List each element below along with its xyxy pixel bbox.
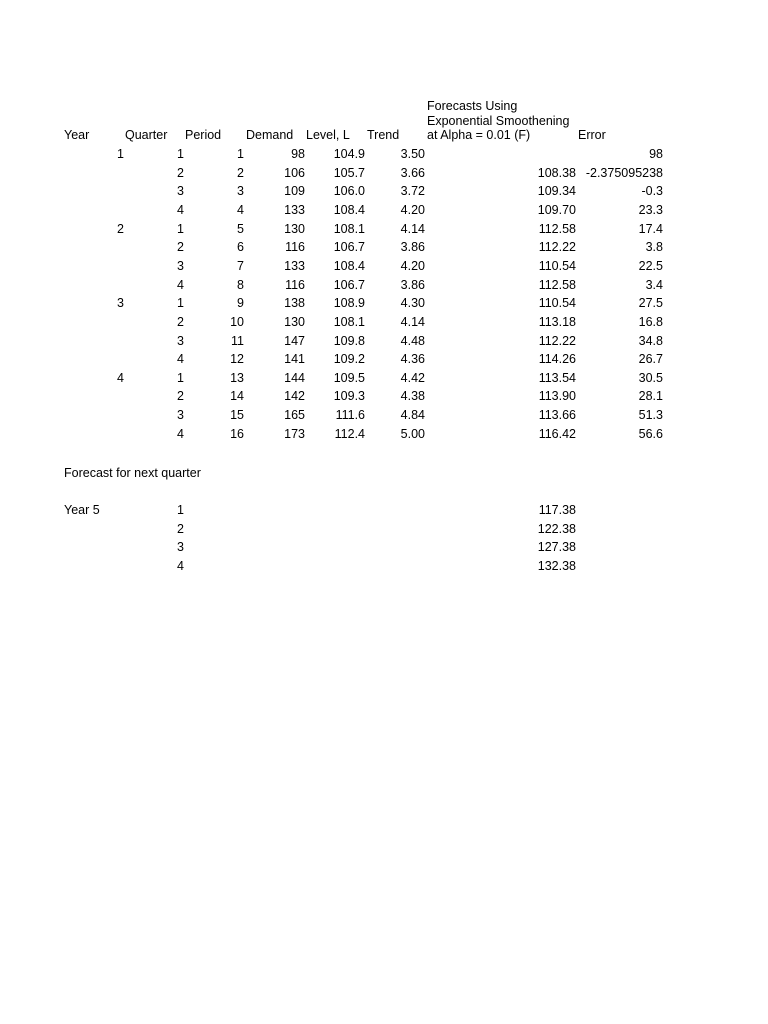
cell-error: 51.3 bbox=[638, 408, 663, 423]
cell-forecast: 112.58 bbox=[538, 277, 576, 292]
cell-trend: 4.38 bbox=[400, 389, 425, 404]
cell-level: 106.7 bbox=[333, 240, 365, 255]
cell-period: 11 bbox=[231, 333, 244, 348]
cell-forecast: 112.22 bbox=[538, 240, 576, 255]
cell-year bbox=[70, 334, 124, 348]
cell-period: 8 bbox=[237, 277, 244, 292]
cell-year bbox=[70, 427, 124, 441]
cell-level: 109.5 bbox=[333, 370, 365, 385]
cell-demand: 144 bbox=[284, 370, 305, 385]
cell-quarter: 3 bbox=[177, 184, 184, 199]
cell-error: 26.7 bbox=[638, 352, 663, 367]
cell-quarter: 1 bbox=[177, 370, 184, 385]
cell-level: 105.7 bbox=[333, 165, 365, 180]
cell-level: 106.0 bbox=[333, 184, 365, 199]
cell-forecast: 112.58 bbox=[538, 221, 576, 236]
cell-error: -2.375095238 bbox=[585, 165, 663, 180]
cell-year bbox=[70, 166, 124, 180]
cell-period: 6 bbox=[237, 240, 244, 255]
cell-year bbox=[70, 352, 124, 366]
header-forecast-line1: Forecasts Using bbox=[427, 99, 518, 113]
cell-error: 27.5 bbox=[638, 296, 663, 311]
header-trend: Trend bbox=[367, 128, 400, 142]
cell-demand: 130 bbox=[284, 221, 305, 236]
cell-year: 3 bbox=[117, 296, 124, 311]
cell-error: 98 bbox=[649, 147, 663, 161]
cell-year bbox=[70, 278, 124, 292]
cell-demand: 133 bbox=[284, 202, 305, 217]
cell-quarter: 4 bbox=[177, 352, 184, 367]
cell-demand: 106 bbox=[284, 165, 305, 180]
cell-period: 14 bbox=[230, 389, 244, 404]
cell-quarter: 2 bbox=[177, 314, 184, 329]
cell-trend: 4.20 bbox=[400, 258, 425, 273]
header-level: Level, L bbox=[306, 128, 350, 142]
cell-period: 5 bbox=[237, 221, 244, 236]
cell-error: 30.5 bbox=[638, 370, 663, 385]
cell-error: 23.3 bbox=[638, 202, 663, 217]
cell-quarter: 4 bbox=[177, 426, 184, 441]
cell-quarter: 1 bbox=[177, 296, 184, 311]
cell-level: 108.1 bbox=[333, 221, 365, 236]
cell-year bbox=[70, 259, 124, 273]
cell-year bbox=[70, 389, 124, 403]
header-quarter: Quarter bbox=[125, 128, 168, 142]
header-year: Year bbox=[64, 128, 90, 142]
cell-period: 3 bbox=[237, 184, 244, 199]
cell-quarter: 2 bbox=[177, 521, 184, 536]
cell-trend: 3.72 bbox=[400, 184, 425, 199]
header-forecast-line3: at Alpha = 0.01 (F) bbox=[427, 128, 531, 142]
cell-quarter: 3 bbox=[177, 408, 184, 423]
cell-period: 10 bbox=[230, 314, 244, 329]
cell-error: 34.8 bbox=[638, 333, 663, 348]
cell-year bbox=[70, 408, 124, 422]
cell-quarter: 1 bbox=[177, 503, 184, 517]
cell-demand: 133 bbox=[284, 258, 305, 273]
cell-quarter: 1 bbox=[177, 147, 184, 161]
cell-error: 28.1 bbox=[638, 389, 663, 404]
cell-forecast: 112.22 bbox=[538, 333, 576, 348]
cell-quarter: 2 bbox=[177, 165, 184, 180]
cell-forecast: 110.54 bbox=[538, 296, 576, 311]
cell-forecast: 113.54 bbox=[538, 370, 576, 385]
cell-error: 3.8 bbox=[645, 240, 663, 255]
cell-demand: 173 bbox=[284, 426, 305, 441]
cell-period: 13 bbox=[230, 370, 244, 385]
cell-trend: 3.66 bbox=[400, 165, 425, 180]
cell-trend: 3.50 bbox=[400, 147, 425, 161]
cell-quarter: 2 bbox=[177, 240, 184, 255]
cell-year: 1 bbox=[117, 147, 124, 161]
cell-error: -0.3 bbox=[641, 184, 663, 199]
cell-trend: 4.84 bbox=[400, 408, 425, 423]
cell-forecast: 132.38 bbox=[537, 559, 576, 573]
cell-level: 108.4 bbox=[333, 202, 365, 217]
cell-year bbox=[70, 240, 124, 254]
cell-demand: 109 bbox=[284, 184, 305, 199]
header-forecast bbox=[427, 99, 569, 143]
cell-year: 2 bbox=[117, 221, 124, 236]
cell-quarter: 2 bbox=[177, 389, 184, 404]
cell-trend: 4.20 bbox=[400, 202, 425, 217]
cell-level: 109.8 bbox=[333, 333, 365, 348]
cell-trend: 5.00 bbox=[400, 426, 425, 441]
cell-year bbox=[70, 184, 124, 198]
header-demand: Demand bbox=[246, 128, 294, 142]
cell-trend: 4.14 bbox=[400, 221, 425, 236]
cell-period: 4 bbox=[237, 202, 244, 217]
cell-quarter: 1 bbox=[177, 221, 184, 236]
cell-period: 1 bbox=[237, 147, 244, 161]
cell-quarter: 4 bbox=[177, 202, 184, 217]
cell-error: 3.4 bbox=[645, 277, 663, 292]
cell-period: 15 bbox=[230, 408, 244, 423]
cell-level: 112.4 bbox=[334, 426, 365, 441]
cell-level: 104.9 bbox=[333, 147, 365, 161]
cell-error: 16.8 bbox=[638, 314, 663, 329]
cell-forecast: 113.18 bbox=[538, 314, 576, 329]
cell-trend: 3.86 bbox=[400, 277, 425, 292]
cell-forecast: 122.38 bbox=[537, 521, 576, 536]
cell-year bbox=[70, 315, 124, 329]
cell-forecast: 110.54 bbox=[538, 258, 576, 273]
cell-trend: 4.30 bbox=[400, 296, 425, 311]
cell-demand: 116 bbox=[285, 277, 305, 292]
cell-forecast: 109.34 bbox=[537, 184, 576, 199]
cell-quarter: 4 bbox=[177, 559, 184, 573]
cell-level: 106.7 bbox=[333, 277, 365, 292]
cell-demand: 98 bbox=[291, 147, 305, 161]
cell-trend: 4.36 bbox=[400, 352, 425, 367]
cell-trend: 4.14 bbox=[400, 314, 425, 329]
cell-trend: 4.48 bbox=[400, 333, 425, 348]
cell-error: 56.6 bbox=[638, 426, 663, 441]
cell-year: 4 bbox=[117, 370, 124, 385]
cell-year bbox=[70, 203, 124, 217]
cell-demand: 141 bbox=[284, 352, 305, 367]
header-period: Period bbox=[185, 128, 222, 142]
cell-level: 108.4 bbox=[333, 258, 365, 273]
cell-quarter: 4 bbox=[177, 277, 184, 292]
cell-forecast: 108.38 bbox=[537, 165, 576, 180]
cell-level: 111.6 bbox=[335, 408, 365, 423]
cell-level: 109.2 bbox=[333, 352, 365, 367]
cell-demand: 142 bbox=[284, 389, 305, 404]
cell-forecast: 116.42 bbox=[538, 426, 576, 441]
cell-period: 7 bbox=[237, 258, 244, 273]
cell-forecast: 113.90 bbox=[538, 389, 576, 404]
cell-level: 108.1 bbox=[333, 314, 365, 329]
cell-quarter: 3 bbox=[177, 333, 184, 348]
cell-error: 22.5 bbox=[638, 258, 663, 273]
cell-forecast: 113.66 bbox=[538, 408, 576, 423]
cell-demand: 138 bbox=[284, 296, 305, 311]
cell-demand: 130 bbox=[284, 314, 305, 329]
cell-trend: 4.42 bbox=[400, 370, 425, 385]
cell-quarter: 3 bbox=[177, 258, 184, 273]
cell-period: 2 bbox=[237, 165, 244, 180]
cell-error: 17.4 bbox=[638, 221, 663, 236]
cell-forecast: 117.38 bbox=[538, 503, 576, 517]
cell-forecast: 127.38 bbox=[537, 540, 576, 555]
cell-level: 108.9 bbox=[333, 296, 365, 311]
next-quarter-year-label: Year 5 bbox=[64, 503, 100, 517]
cell-demand: 147 bbox=[284, 333, 305, 348]
cell-forecast: 109.70 bbox=[537, 202, 576, 217]
cell-period: 16 bbox=[230, 426, 244, 441]
header-forecast-line2: Exponential Smoothening bbox=[427, 113, 570, 128]
cell-period: 12 bbox=[230, 352, 244, 367]
cell-period: 9 bbox=[237, 296, 244, 311]
cell-demand: 116 bbox=[285, 240, 305, 255]
cell-forecast: 114.26 bbox=[538, 352, 576, 367]
cell-trend: 3.86 bbox=[400, 240, 425, 255]
cell-quarter: 3 bbox=[177, 540, 184, 555]
cell-level: 109.3 bbox=[333, 389, 365, 404]
next-quarter-title: Forecast for next quarter bbox=[64, 466, 201, 480]
header-error: Error bbox=[578, 128, 606, 142]
cell-forecast bbox=[490, 147, 576, 161]
cell-demand: 165 bbox=[284, 408, 305, 423]
